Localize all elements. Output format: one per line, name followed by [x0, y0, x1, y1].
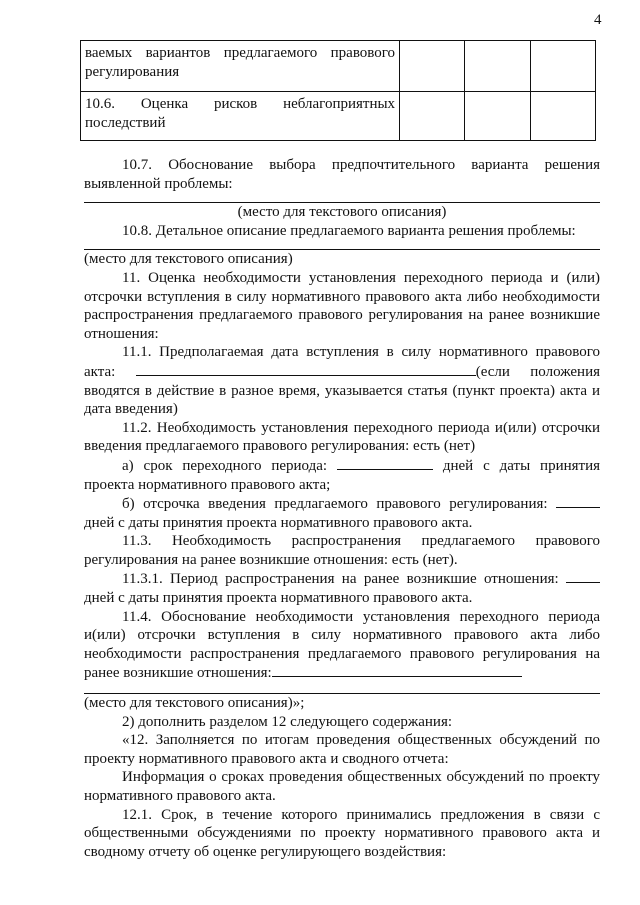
- fill-blank: [556, 494, 600, 508]
- paragraph-10-8: 10.8. Детальное описание предлагаемого варианта решения проблемы:: [122, 222, 576, 239]
- paragraph-11-2-a-lead: а) срок переходного периода:: [122, 457, 328, 474]
- paragraph-11: 11. Оценка необходимости установления переходного периода и (или) отсрочки вступления в силу нормативного правового акта либо необходимости распространения предлагаемого правового регулирования на ранее возникшие отношения:: [84, 269, 600, 342]
- table-cell-empty: [465, 41, 530, 92]
- paragraph-11-3-1-lead: 11.3.1. Период распространения на ранее возникшие отношения:: [122, 571, 559, 588]
- list-item-2: 2) дополнить разделом 12 следующего содержания:: [122, 713, 453, 730]
- paragraph-11-2-b-lead: б) отсрочка введения предлагаемого правового регулирования:: [122, 496, 548, 513]
- paragraph-11-4-text: 11.4. Обоснование необходимости установления переходного периода и(или) отсрочки вступления в силу нормативного правового акта либо необходимости распространения предлагаемого правового регулирования на ранее возникшие отношения:: [84, 608, 600, 682]
- document-body: [84, 156, 600, 861]
- table-row: [81, 41, 596, 92]
- paragraph-11-1-tail: (если положения вводятся в действие в разное время, указывается статья (пункт проекта) акта и дата введения): [84, 363, 601, 418]
- fill-blank: [272, 663, 522, 677]
- fill-blank: [566, 569, 600, 583]
- table-cell-empty: [530, 41, 595, 92]
- paragraph-12-info: Информация о сроках проведения общественных обсуждений по проекту нормативного правового акта.: [84, 769, 600, 804]
- fill-blank: [136, 362, 476, 376]
- paragraph-11-2-b-tail: дней с даты принятия проекта нормативного правового акта.: [84, 514, 473, 531]
- paragraph-11-3-1-tail: дней с даты принятия проекта нормативного правового акта.: [84, 590, 473, 607]
- placeholder-text: (место для текстового описания)»;: [84, 695, 305, 712]
- placeholder-text: (место для текстового описания): [237, 204, 447, 221]
- paragraph-11-2: 11.2. Необходимость установления переходного периода и(или) отсрочки введения предлагаемого правового регулирования: есть (нет): [84, 419, 600, 455]
- table-row: [81, 92, 596, 141]
- evaluation-table: [80, 40, 596, 141]
- paragraph-11-4: [84, 608, 600, 683]
- paragraph-11-2-a-tail: дней с даты принятия проекта нормативного правового акта;: [84, 457, 601, 493]
- paragraph-11-3-1: [84, 569, 600, 607]
- fill-line: [84, 193, 600, 203]
- table-cell-empty: [400, 41, 465, 92]
- fill-line: [84, 240, 600, 250]
- paragraph-11-2-a: [84, 456, 600, 494]
- paragraph-11-3: 11.3. Необходимость распространения предлагаемого правового регулирования на ранее возникшие отношения: есть (нет).: [84, 533, 600, 568]
- table-cell-empty: [465, 92, 530, 141]
- table-cell-empty: [400, 92, 465, 141]
- placeholder-text: (место для текстового описания): [84, 251, 293, 268]
- paragraph-11-2-b: [84, 494, 600, 532]
- page-number: 4: [594, 12, 602, 28]
- paragraph-10-7: 10.7. Обоснование выбора предпочтительного варианта решения выявленной проблемы:: [84, 157, 600, 192]
- paragraph-11-1-lead: 11.1. Предполагаемая дата вступления в силу нормативного правового акта:: [84, 344, 600, 380]
- paragraph-12: «12. Заполняется по итогам проведения общественных обсуждений по проекту нормативного правового акта и сводного отчета:: [84, 732, 600, 767]
- table-cell-text: 10.6. Оценка рисков неблагоприятных последствий: [81, 92, 400, 141]
- fill-blank: [337, 456, 433, 470]
- paragraph-11-1: [84, 343, 600, 418]
- table-cell-text: ваемых вариантов предлагаемого правового регулирования: [81, 41, 400, 92]
- table-cell-empty: [530, 92, 595, 141]
- paragraph-12-1: 12.1. Срок, в течение которого принимались предложения в связи с общественными обсуждениями по проекту нормативного правового акта и сводному отчету об оценке регулирующего воздействия:: [84, 806, 600, 860]
